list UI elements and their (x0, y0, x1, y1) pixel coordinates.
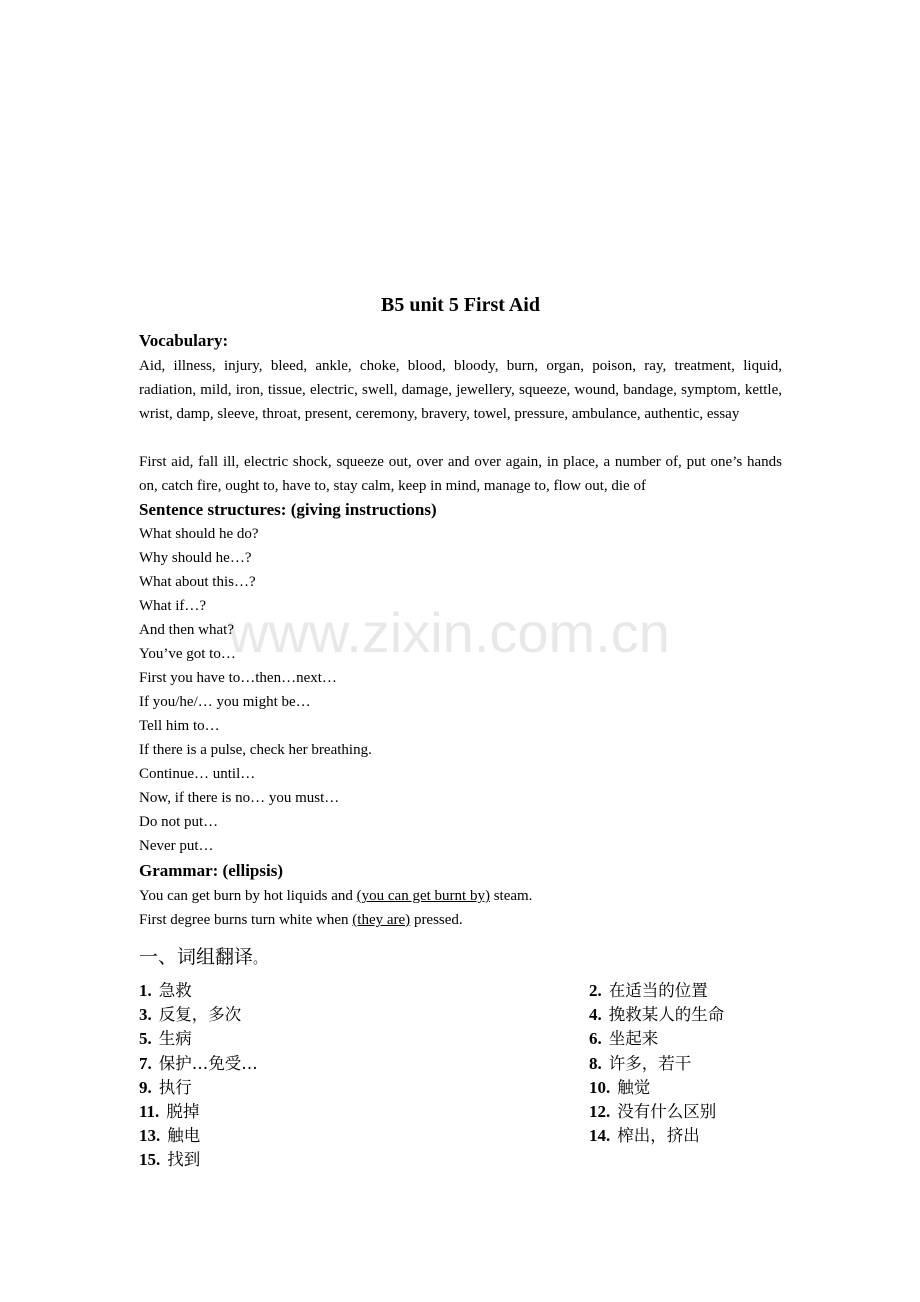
sentence-line: And then what? (139, 622, 234, 638)
exercise-list (139, 979, 782, 1173)
exercise-title-dot: 。 (253, 952, 267, 967)
exercise-number: 10. (589, 1077, 611, 1097)
exercise-item (139, 1124, 589, 1148)
exercise-number: 12. (589, 1101, 611, 1121)
exercise-number: 11. (139, 1101, 160, 1121)
exercise-phrase: 挽救某人的生命 (608, 1005, 725, 1025)
exercise-item (589, 1100, 782, 1124)
sentence-line: What if…? (139, 598, 207, 614)
exercise-item (589, 979, 782, 1003)
exercise-phrase: 反复，多次 (158, 1005, 242, 1025)
exercise-item (139, 1052, 589, 1076)
exercise-phrase: 脱掉 (166, 1101, 200, 1121)
exercise-number: 4. (589, 1005, 602, 1025)
sentence-line: Do not put… (139, 814, 219, 830)
exercise-number: 15. (139, 1150, 161, 1170)
exercise-phrase: 没有什么区别 (617, 1101, 717, 1121)
exercise-number: 14. (589, 1126, 611, 1146)
vocabulary-phrases: First aid, fall ill, electric shock, squeeze out, over and over again, in place, a number of, put one’s hands on, catch fire, ought to, have to, stay calm, keep in mind, manage to, flow out, die of (139, 454, 782, 494)
exercise-phrase: 触电 (167, 1126, 201, 1146)
sentence-line: If there is a pulse, check her breathing. (139, 742, 372, 758)
exercise-item (139, 979, 589, 1003)
sentence-line: First you have to…then…next… (139, 670, 337, 686)
exercise-number: 5. (139, 1029, 152, 1049)
exercise-item (589, 1027, 782, 1051)
exercise-phrase: 急救 (158, 981, 192, 1000)
exercise-number: 1. (139, 981, 152, 1000)
sentence-line: Continue… until… (139, 766, 256, 782)
sentence-line: What about this…? (139, 574, 256, 590)
exercise-phrase: 保护…免受… (158, 1053, 258, 1073)
grammar-text: You can get burn by hot liquids and (139, 888, 357, 904)
exercise-item (589, 1124, 782, 1148)
grammar-ellipsis: (they are) (352, 912, 411, 928)
document-page (139, 0, 782, 1302)
grammar-example-1 (139, 884, 532, 908)
watermark: www.zixin.com.cn (228, 601, 670, 664)
exercise-phrase: 找到 (167, 1150, 201, 1170)
exercise-title-text: 一、词组翻译 (139, 946, 254, 968)
exercise-item (589, 1076, 782, 1100)
sentence-list (139, 522, 372, 858)
exercise-item (589, 1052, 782, 1076)
exercise-number: 9. (139, 1077, 152, 1097)
sentence-structures-heading: Sentence structures: (giving instructions) (139, 500, 437, 519)
vocabulary-heading: Vocabulary: (139, 331, 229, 350)
sentence-line: What should he do? (139, 526, 259, 542)
sentence-line: Tell him to… (139, 718, 220, 734)
sentence-line: Never put… (139, 838, 214, 854)
sentence-line: Why should he…? (139, 550, 252, 566)
exercise-phrase: 执行 (158, 1077, 192, 1097)
exercise-phrase: 许多，若干 (608, 1053, 692, 1073)
exercise-number: 3. (139, 1005, 152, 1025)
sentence-line: If you/he/… you might be… (139, 694, 311, 710)
exercise-title (139, 944, 266, 973)
sentence-line: You’ve got to… (139, 646, 236, 662)
exercise-item (139, 1076, 589, 1100)
grammar-text: steam. (489, 888, 533, 904)
exercise-number: 6. (589, 1029, 602, 1049)
exercise-item (139, 1003, 589, 1027)
exercise-phrase: 在适当的位置 (608, 981, 708, 1000)
exercise-phrase: 生病 (158, 1029, 192, 1049)
exercise-number: 7. (139, 1053, 152, 1073)
exercise-item (139, 1148, 589, 1172)
sentence-line: Now, if there is no… you must… (139, 790, 340, 806)
exercise-phrase: 榨出，挤出 (617, 1126, 700, 1146)
grammar-text: First degree burns turn white when (139, 912, 353, 928)
exercise-phrase: 触觉 (617, 1077, 651, 1097)
grammar-heading: Grammar: (ellipsis) (139, 861, 283, 880)
exercise-number: 8. (589, 1053, 602, 1073)
grammar-text: pressed. (410, 912, 463, 928)
exercise-item (139, 1100, 589, 1124)
exercise-phrase: 坐起来 (608, 1029, 659, 1049)
exercise-item (589, 1003, 782, 1027)
exercise-number: 2. (589, 981, 602, 1000)
exercise-item (139, 1027, 589, 1051)
grammar-example-2 (139, 908, 463, 932)
exercise-number: 13. (139, 1126, 161, 1146)
grammar-ellipsis: (you can get burnt by) (356, 888, 490, 904)
page-title: B5 unit 5 First Aid (381, 294, 540, 316)
vocabulary-words: Aid, illness, injury, bleed, ankle, choke, blood, bloody, burn, organ, poison, ray, treatment, liquid, radiation, mild, iron, tissue, electric, swell, damage, jewellery, squeeze, wound, bandage, symptom, kettle, wrist, damp, sleeve, throat, present, ceremony, bravery, towel, pressure, ambulance, authentic, essay (139, 358, 782, 422)
